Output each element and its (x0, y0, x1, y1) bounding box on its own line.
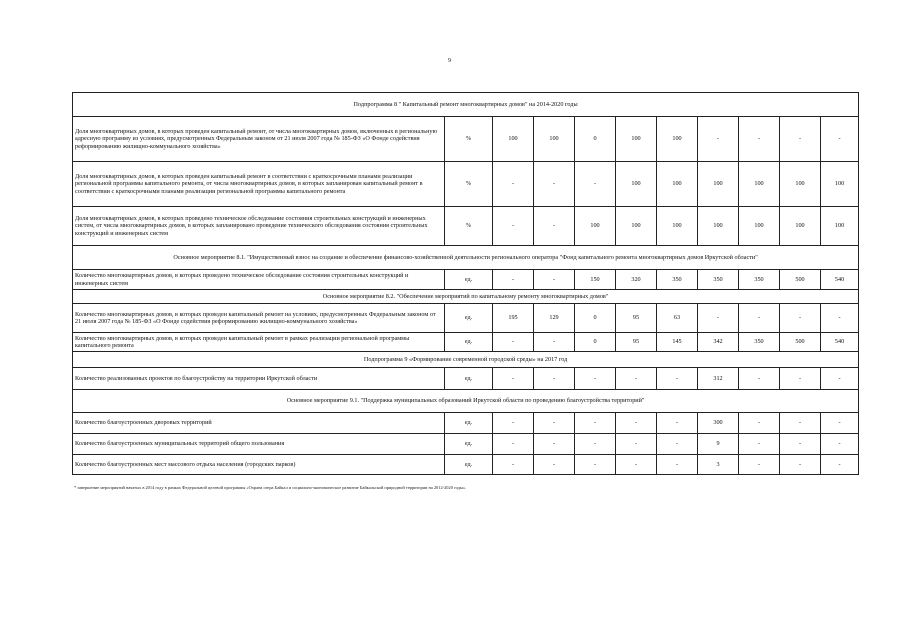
table-row (73, 333, 859, 352)
value-cell: - (575, 162, 616, 207)
value-cell: - (575, 434, 616, 455)
value-cell: 100 (780, 207, 821, 246)
value-cell: 100 (698, 207, 739, 246)
value-cell: - (657, 455, 698, 475)
value-cell: - (821, 455, 859, 475)
value-cell: - (534, 413, 575, 434)
value-cell: - (739, 434, 780, 455)
table-row (73, 207, 859, 246)
value-cell: - (657, 368, 698, 390)
value-cell: - (534, 368, 575, 390)
indicator-name: Количество многоквартирных домов, в которых проведен капитальный ремонт на условиях, предусмотренных Федеральным законом от 21 июля 2007 года № 185-ФЗ «О Фонде содействия реформированию жилищно-коммунального хозяйства» (73, 304, 445, 333)
value-cell: - (575, 368, 616, 390)
value-cell: 100 (657, 207, 698, 246)
value-cell: - (780, 413, 821, 434)
value-cell: - (780, 455, 821, 475)
section-heading: Подпрограмма 8 " Капитальный ремонт многоквартирных домов" на 2014-2020 годы (73, 93, 859, 117)
value-cell: 300 (698, 413, 739, 434)
value-cell: 195 (493, 304, 534, 333)
value-cell: - (657, 413, 698, 434)
value-cell: 100 (616, 207, 657, 246)
value-cell: 100 (739, 207, 780, 246)
value-cell: 100 (534, 117, 575, 162)
value-cell: 100 (821, 207, 859, 246)
value-cell: - (493, 270, 534, 290)
value-cell: - (739, 117, 780, 162)
indicator-name: Количество благоустроенных муниципальных территорий общего пользования (73, 434, 445, 455)
value-cell: - (698, 117, 739, 162)
value-cell: - (698, 304, 739, 333)
unit-cell: ед. (445, 333, 493, 352)
section-heading-row (73, 390, 859, 413)
unit-cell: ед. (445, 434, 493, 455)
value-cell: - (739, 304, 780, 333)
value-cell: - (534, 333, 575, 352)
section-heading-row (73, 93, 859, 117)
table-row (73, 270, 859, 290)
value-cell: 100 (821, 162, 859, 207)
value-cell: 100 (698, 162, 739, 207)
value-cell: - (575, 455, 616, 475)
value-cell: - (780, 434, 821, 455)
section-heading-row (73, 290, 859, 304)
section-heading: Основное мероприятие 9.1. "Поддержка муниципальных образований Иркутской области по проведению благоустройства территорий" (73, 390, 859, 413)
value-cell: 100 (780, 162, 821, 207)
value-cell: - (534, 207, 575, 246)
table-row (73, 162, 859, 207)
table-row (73, 455, 859, 475)
value-cell: - (739, 368, 780, 390)
value-cell: 350 (657, 270, 698, 290)
value-cell: 100 (575, 207, 616, 246)
value-cell: 312 (698, 368, 739, 390)
value-cell: 350 (739, 270, 780, 290)
value-cell: 0 (575, 117, 616, 162)
value-cell: - (493, 333, 534, 352)
indicators-table (72, 92, 859, 475)
unit-cell: ед. (445, 413, 493, 434)
value-cell: - (534, 162, 575, 207)
value-cell: - (616, 413, 657, 434)
value-cell: - (534, 455, 575, 475)
unit-cell: % (445, 207, 493, 246)
indicator-name: Доля многоквартирных домов, в которых проведен капитальный ремонт в соответствии с краткосрочными планами реализации региональной программы капитального ремонта, от числа многоквартирных домов, в которых запланирован капитальный ремонт в соответствии с краткосрочными планами реализации региональной программы капитального ремонта (73, 162, 445, 207)
unit-cell: % (445, 117, 493, 162)
unit-cell: ед. (445, 455, 493, 475)
value-cell: - (616, 455, 657, 475)
unit-cell: ед. (445, 368, 493, 390)
value-cell: - (780, 368, 821, 390)
unit-cell: ед. (445, 270, 493, 290)
value-cell: - (739, 455, 780, 475)
value-cell: 100 (616, 162, 657, 207)
value-cell: - (616, 434, 657, 455)
value-cell: 150 (575, 270, 616, 290)
value-cell: - (575, 413, 616, 434)
value-cell: 129 (534, 304, 575, 333)
value-cell: - (780, 117, 821, 162)
value-cell: 350 (739, 333, 780, 352)
value-cell: - (534, 434, 575, 455)
value-cell: - (493, 368, 534, 390)
unit-cell: % (445, 162, 493, 207)
table-body (73, 93, 859, 475)
table-row (73, 434, 859, 455)
value-cell: - (493, 207, 534, 246)
value-cell: - (821, 413, 859, 434)
value-cell: 100 (739, 162, 780, 207)
value-cell: 100 (657, 162, 698, 207)
value-cell: 540 (821, 333, 859, 352)
value-cell: 3 (698, 455, 739, 475)
value-cell: - (821, 304, 859, 333)
value-cell: 500 (780, 270, 821, 290)
value-cell: 320 (616, 270, 657, 290)
value-cell: - (657, 434, 698, 455)
table-row (73, 117, 859, 162)
value-cell: 100 (657, 117, 698, 162)
value-cell: - (616, 368, 657, 390)
table-row (73, 413, 859, 434)
section-heading-row (73, 246, 859, 270)
value-cell: - (821, 117, 859, 162)
value-cell: 540 (821, 270, 859, 290)
value-cell: 9 (698, 434, 739, 455)
indicator-name: Доля многоквартирных домов, в которых проведено техническое обследование состояния строительных конструкций и инженерных систем, от числа многоквартирных домов, в которых запланировано проведение технического обследования состояния строительных конструкций и инженерных систем (73, 207, 445, 246)
value-cell: - (739, 413, 780, 434)
page-number: 9 (448, 58, 451, 64)
section-heading: Основное мероприятие 8.2. "Обеспечение мероприятий по капитальному ремонту многоквартирных домов" (73, 290, 859, 304)
table-row (73, 368, 859, 390)
value-cell: 350 (698, 270, 739, 290)
table-row (73, 304, 859, 333)
section-heading: Подпрограмма 9 «Формирование современной городской среды» на 2017 год (73, 352, 859, 368)
value-cell: 342 (698, 333, 739, 352)
indicator-name: Количество многоквартирных домов, в которых проведен капитальный ремонт в рамках реализации региональной программы капитального ремонта (73, 333, 445, 352)
value-cell: 500 (780, 333, 821, 352)
value-cell: 145 (657, 333, 698, 352)
value-cell: - (821, 368, 859, 390)
indicator-name: Доля многоквартирных домов, в которых проведен капитальный ремонт, от числа многоквартирных домов, включенных в региональную адресную программу из условиях, предусмотренных Федеральным законом от 21 июля 2007 года № 185-ФЗ «О Фонде содействия реформированию жилищно-коммунального хозяйства» (73, 117, 445, 162)
value-cell: - (780, 304, 821, 333)
indicator-name: Количество благоустроенных мест массового отдыха населения (городских парков) (73, 455, 445, 475)
indicator-name: Количество реализованных проектов по благоустройству на территории Иркутской области (73, 368, 445, 390)
value-cell: - (821, 434, 859, 455)
section-heading-row (73, 352, 859, 368)
value-cell: 100 (493, 117, 534, 162)
value-cell: - (493, 162, 534, 207)
value-cell: 0 (575, 304, 616, 333)
value-cell: 0 (575, 333, 616, 352)
value-cell: - (493, 413, 534, 434)
value-cell: 100 (616, 117, 657, 162)
footnote: * завершение мероприятий начатых в 2014 году в рамках Федеральной целевой программы «Охрана озера Байкал и социально-экономическое развитие Байкальской природной территории на 2012-2020 годы». (74, 485, 467, 490)
value-cell: - (493, 455, 534, 475)
value-cell: 95 (616, 333, 657, 352)
value-cell: 95 (616, 304, 657, 333)
value-cell: 63 (657, 304, 698, 333)
value-cell: - (493, 434, 534, 455)
indicator-name: Количество благоустроенных дворовых территорий (73, 413, 445, 434)
indicator-name: Количество многоквартирных домов, в которых проведено техническое обследование состояния строительных конструкций и инженерных систем (73, 270, 445, 290)
value-cell: - (534, 270, 575, 290)
unit-cell: ед. (445, 304, 493, 333)
section-heading: Основное мероприятие 8.1. "Имущественный взнос на создание и обеспечение финансово-хозяйственной деятельности регионального оператора "Фонд капитального ремонта многоквартирных домов Иркутской области" (73, 246, 859, 270)
